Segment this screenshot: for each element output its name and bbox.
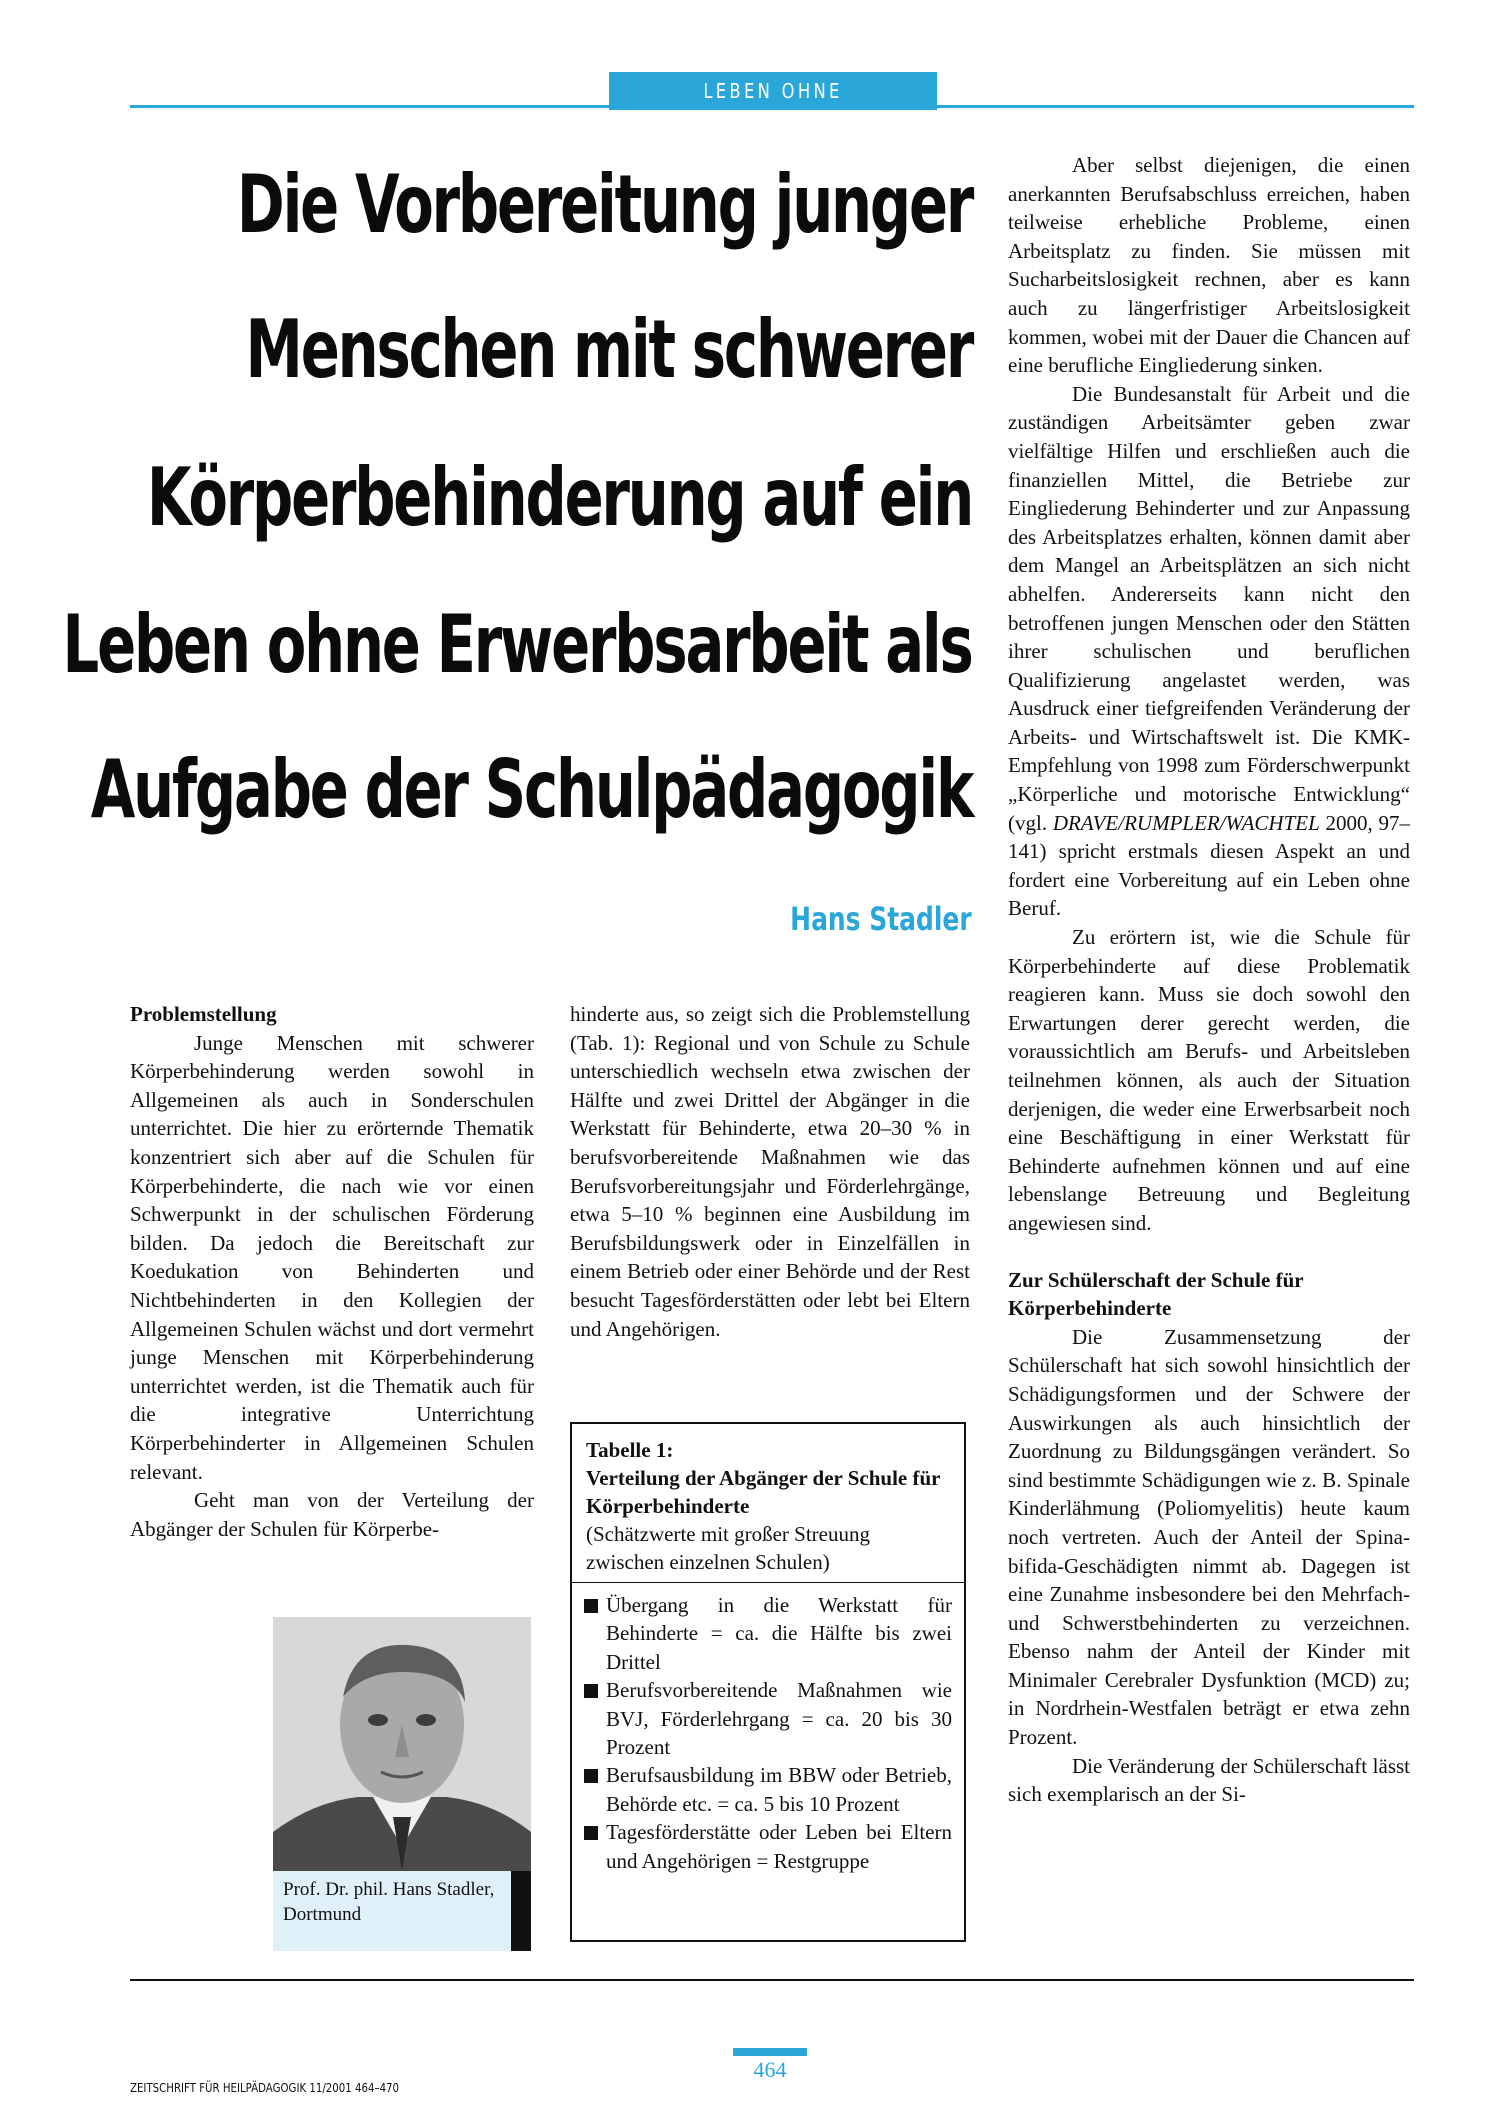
- table-1-box: [570, 1422, 966, 1942]
- article-title-line-5: Aufgabe der Schulpädagogik: [90, 743, 972, 836]
- section-heading-problemstellung: Problemstellung: [130, 1002, 277, 1026]
- paragraph: Geht man von der Verteilung der Abgänger der Schulen für Körperbe-: [130, 1488, 534, 1541]
- paragraph: Die Bundesanstalt für Arbeit und die zuständigen Arbeitsämter geben zwar vielfältige Hilfen und erschließen auch die finanziellen Mittel, die Betriebe zur Eingliederung Behinderter und zur Anpassung des Arbeitsplatzes erhalten, können damit aber dem Mangel an Arbeitsplätzen an sich nicht abhelfen. Andererseits kann nicht den betroffenen jungen Menschen oder den Stätten ihrer schulischen und beruflichen Qualifizierung angelastet werden, was Ausdruck einer tiefgreifenden Veränderung der Arbeits- und Wirtschaftswelt ist. Die KMK-Empfehlung von 1998 zum Förderschwerpunkt „Körperliche und motorische Entwicklung“ (vgl. DRAVE/RUMPLER/WACHTEL 2000, 97–141) spricht erstmals diesen Aspekt an und fordert eine Vorbereitung auf ein Leben ohne Beruf.: [1008, 381, 1410, 921]
- paragraph: hinderte aus, so zeigt sich die Problemstellung (Tab. 1): Regional und von Schule zu Schule unterschiedlich wechseln etwa zwischen der Hälfte und zwei Drittel der Abgänger in die Werkstatt für Behinderte, etwa 20–30 % in berufsvorbereitende Maßnahmen wie das Berufsvorbereitungsjahr und Förderlehrgänge, etwa 5–10 % beginnen eine Ausbildung im Berufsbildungswerk oder in Einzelfällen in einem Betrieb oder einer Behörde und der Rest besucht Tagesförderstätten oder lebt bei Eltern und Angehörigen.: [570, 1002, 970, 1341]
- column-left: [130, 1000, 534, 1543]
- journal-reference: ZEITSCHRIFT FÜR HEILPÄDAGOGIK 11/2001 464–470: [130, 2081, 400, 2095]
- article-title-line-2: Menschen mit schwerer: [245, 303, 972, 396]
- paragraph: Die Zusammensetzung der Schülerschaft hat sich sowohl hinsichtlich der Schädigungsformen und der Schwere der Auswirkungen als auch hinsichtlich der Zuordnung zu Bildungsgängen verändert. So sind bestimmte Schädigungen wie z. B. Spinale Kinderlähmung (Poliomyelitis) heute kaum noch vertreten. Auch der Anteil der Spina-bifida-Geschädigten nimmt ab. Dagegen ist eine Zunahme insbesondere bei den Mehrfach- und Schwerstbehinderten zu verzeichnen. Ebenso nahm der Anteil der Kinder mit Minimaler Cerebraler Dysfunktion (MCD) zu; in Nordrhein-Westfalen beträgt er etwa zehn Prozent.: [1008, 1324, 1410, 1750]
- author-photo: [273, 1617, 531, 1871]
- paragraph: Zu erörtern ist, wie die Schule für Körperbehinderte auf diese Problematik reagieren kann. Muss sie doch sowohl den Erwartungen derer gerecht werden, die voraussichtlich am Berufs- und Arbeitsleben teilnehmen können, als auch der Situation derjenigen, die weder eine Erwerbsarbeit noch eine Beschäftigung in einer Werkstatt für Behinderte aufnehmen können und auf eine lebenslange Betreuung und Begleitung angewiesen sind.: [1008, 925, 1410, 1235]
- square-bullet-icon: [584, 1826, 598, 1840]
- list-item: Übergang in die Werkstatt für Behinderte = ca. die Hälfte bis zwei Drittel: [582, 1591, 952, 1676]
- table-title: Verteilung der Abgänger der Schule für Körperbehinderte: [586, 1466, 941, 1518]
- section-label: LEBEN OHNE ERWERBSARBEIT: [609, 72, 937, 110]
- column-middle: [570, 1000, 970, 1343]
- author-name: Hans Stadler: [790, 900, 972, 938]
- citation: DRAVE/RUMPLER/WACHTEL: [1052, 810, 1320, 835]
- square-bullet-icon: [584, 1769, 598, 1783]
- paragraph: Aber selbst diejenigen, die einen anerkannten Berufsabschluss erreichen, haben teilweise erhebliche Probleme, einen Arbeitsplatz zu finden. Sie müssen mit Sucharbeitslosigkeit rechnen, aber es kann auch zu längerfristiger Arbeitslosigkeit kommen, wobei mit der Dauer die Chancen auf eine berufliche Eingliederung sinken.: [1008, 153, 1410, 378]
- table-list: [572, 1583, 964, 1875]
- page-number-bar: [733, 2048, 807, 2056]
- article-title-line-3: Körperbehinderung auf ein: [146, 451, 972, 544]
- list-item: Berufsausbildung im BBW oder Betrieb, Behörde etc. = ca. 5 bis 10 Prozent: [582, 1761, 952, 1818]
- paragraph: Die Veränderung der Schülerschaft lässt sich exemplarisch an der Si-: [1008, 1753, 1410, 1807]
- footer-rule: [130, 1979, 1414, 1981]
- table-label: Tabelle 1:: [586, 1438, 674, 1462]
- photo-caption: Prof. Dr. phil. Hans Stadler, Dortmund: [273, 1871, 511, 1951]
- table-note: (Schätzwerte mit großer Streuung zwischen einzelnen Schulen): [586, 1522, 870, 1574]
- section-heading-schuelerschaft: Zur Schülerschaft der Schule für Körperbehinderte: [1008, 1267, 1304, 1321]
- square-bullet-icon: [584, 1599, 598, 1613]
- column-right: [1008, 151, 1410, 1809]
- list-item: Berufsvorbereitende Maßnahmen wie BVJ, Förderlehrgang = ca. 20 bis 30 Prozent: [582, 1676, 952, 1761]
- caption-shadow: [511, 1871, 531, 1951]
- article-title-line-1: Die Vorbereitung junger: [236, 158, 972, 251]
- paragraph: Junge Menschen mit schwerer Körperbehinderung werden sowohl in Allgemeinen als auch in Sonderschulen unterrichtet. Die hier zu erörternde Thematik konzentriert sich aber auf die Schulen für Körperbehinderte, die nach wie vor einen Schwerpunkt in der schulischen Förderung bilden. Da jedoch die Bereitschaft zur Koedukation von Behinderten und Nichtbehinderten in den Kollegien der Allgemeinen Schulen wächst und dort vermehrt junge Menschen mit Körperbehinderung unterrichtet werden, ist die Thematik auch für die integrative Unterrichtung Körperbehinderter in Allgemeinen Schulen relevant.: [130, 1030, 534, 1484]
- page-number: 464: [753, 2057, 787, 2082]
- square-bullet-icon: [584, 1684, 598, 1698]
- table-1-header: [572, 1424, 964, 1583]
- list-item: Tagesförderstätte oder Leben bei Eltern und Angehörigen = Restgruppe: [582, 1818, 952, 1875]
- article-title-line-4: Leben ohne Erwerbsarbeit als: [62, 598, 972, 691]
